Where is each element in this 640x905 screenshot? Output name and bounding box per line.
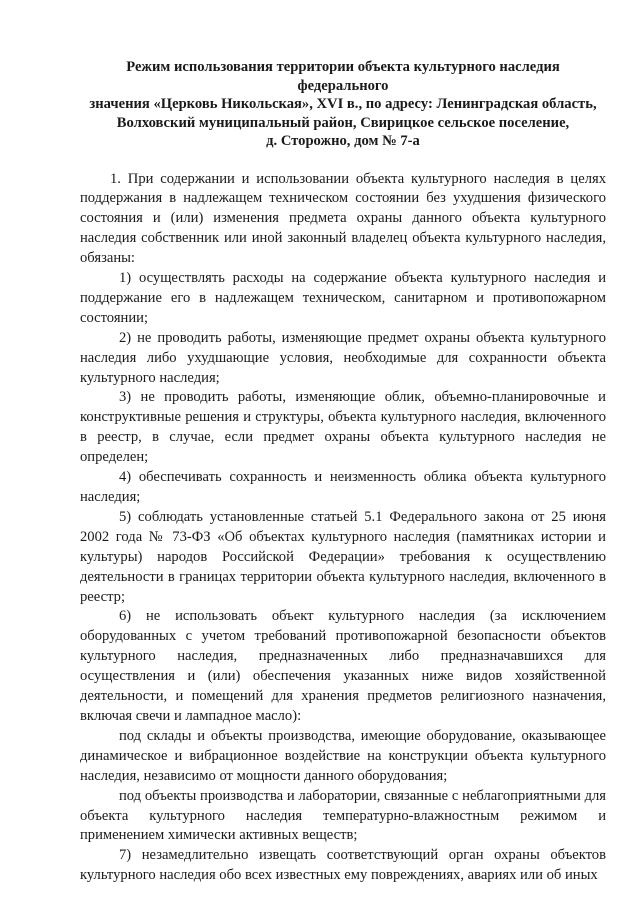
document-title <box>80 58 606 151</box>
paragraph-item-2: 2) не проводить работы, изменяющие предмет охраны объекта культурного наследия либо ухудшающие условия, необходимые для сохранности объекта культурного наследия; <box>80 329 606 386</box>
paragraph-item-1: 1) осуществлять расходы на содержание объекта культурного наследия и поддержание его в надлежащем техническом, санитарном и противопожарном состоянии; <box>80 270 606 326</box>
title-line-3: Волховский муниципальный район, Свирицкое сельское поселение, <box>116 114 570 131</box>
title-line-2: значения «Церковь Никольская», XVI в., по адресу: Ленинградская область, <box>89 96 597 112</box>
title-line-4: д. Сторожно, дом № 7-а <box>266 133 420 149</box>
paragraph-item-7: 7) незамедлительно извещать соответствующий орган охраны объектов культурного наследия обо всех известных ему повреждениях, авариях или об иных <box>80 847 606 884</box>
paragraph-item-3: 3) не проводить работы, изменяющие облик, объемно-планировочные и конструктивные решения и структуры, объекта культурного наследия, включенного в реестр, в случае, если предмет охраны объекта культурного наследия не определен; <box>80 389 606 466</box>
paragraph-item-5: 5) соблюдать установленные статьей 5.1 Федерального закона от 25 июня 2002 года № 73-ФЗ «Об объектах культурного наследия (памятниках истории и культуры) народов Российской Федерации» требования к осуществлению деятельности в границах территории объекта культурного наследия, включенного в реестр; <box>80 508 606 605</box>
document-body <box>80 170 606 887</box>
paragraph-item-6-sub-1: под склады и объекты производства, имеющие оборудование, оказывающее динамическое и вибрационное воздействие на конструкции объекта культурного наследия, независимо от мощности данного оборудования; <box>80 727 606 784</box>
paragraph-1-intro: 1. При содержании и использовании объекта культурного наследия в целях поддержания в надлежащем техническом состоянии без ухудшения физического состояния и (или) изменения предмета охраны данного объекта культурного наследия собственник или иной законный владелец объекта культурного наследия, обязаны: <box>80 170 606 267</box>
paragraph-item-4: 4) обеспечивать сохранность и неизменность облика объекта культурного наследия; <box>80 469 606 505</box>
paragraph-item-6: 6) не использовать объект культурного наследия (за исключением оборудованных с учетом требований противопожарной безопасности объектов культурного наследия, предназначенных либо предназначавшихся для осуществления и (или) обеспечения указанных ниже видов хозяйственной деятельности, и помещений для хранения предметов религиозного назначения, включая свечи и лампадное масло): <box>80 608 606 724</box>
paragraph-item-6-sub-2: под объекты производства и лаборатории, связанные с неблагоприятными для объекта культурного наследия температурно-влажностным режимом и применением химически активных веществ; <box>80 787 606 844</box>
title-line-1: Режим использования территории объекта культурного наследия федерального <box>126 59 560 94</box>
